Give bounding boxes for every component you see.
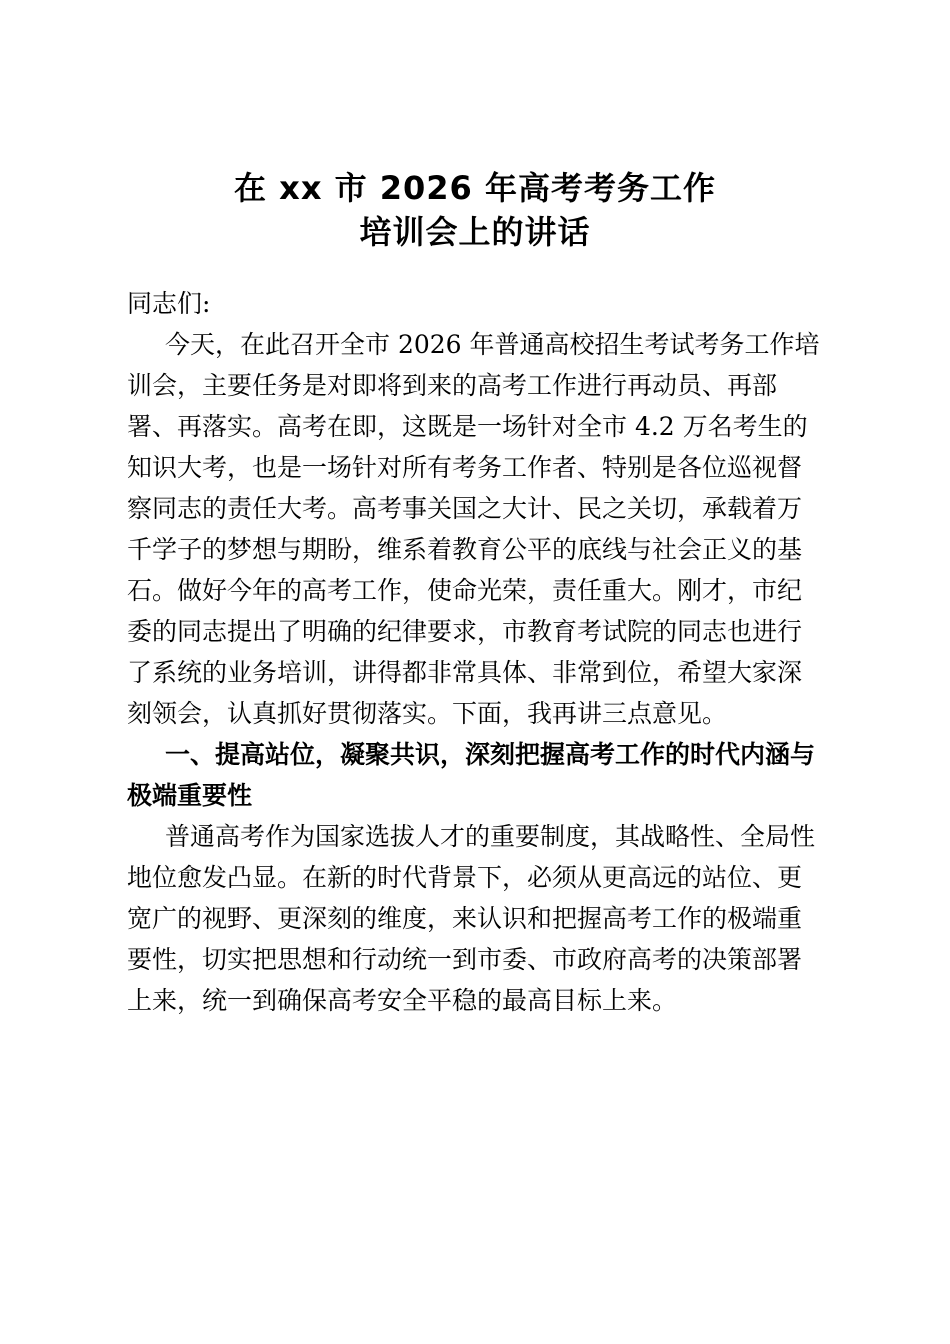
salutation: 同志们: [127,289,211,318]
paragraph-line: 察同志的责任大考。高考事关国之大计、民之关切，承载着万 [127,494,803,523]
paragraph-line: 宽广的视野、更深刻的维度，来认识和把握高考工作的极端重 [127,904,803,933]
document-title [0,166,950,254]
paragraph-line: 普通高考作为国家选拔人才的重要制度，其战略性、全局性 [165,822,816,851]
paragraph-line: 今天，在此召开全市 2026 年普通高校招生考试考务工作培 [165,330,820,359]
heading-line: 极端重要性 [127,781,253,810]
paragraph-line: 了系统的业务培训，讲得都非常具体、非常到位，希望大家深 [127,658,803,687]
section-heading-1 [127,734,831,816]
paragraph-line: 石。做好今年的高考工作，使命光荣，责任重大。刚才，市纪 [127,576,803,605]
paragraph-line: 千学子的梦想与期盼，维系着教育公平的底线与社会正义的基 [127,535,803,564]
paragraph-line: 知识大考，也是一场针对所有考务工作者、特别是各位巡视督 [127,453,803,482]
title-line-1: 在 xx 市 2026 年高考考务工作 [234,169,716,207]
paragraph-2 [127,816,831,1021]
heading-line: 一、提高站位，凝聚共识，深刻把握高考工作的时代内涵与 [165,740,816,769]
paragraph-line: 委的同志提出了明确的纪律要求，市教育考试院的同志也进行 [127,617,803,646]
paragraph-line: 上来，统一到确保高考安全平稳的最高目标上来。 [127,986,678,1015]
title-line-2: 培训会上的讲话 [359,213,591,251]
paragraph-line: 地位愈发凸显。在新的时代背景下，必须从更高远的站位、更 [127,863,803,892]
paragraph-line: 训会，主要任务是对即将到来的高考工作进行再动员、再部 [127,371,778,400]
paragraph-1 [127,324,831,734]
paragraph-line: 署、再落实。高考在即，这既是一场针对全市 4.2 万名考生的 [127,412,808,441]
paragraph-line: 刻领会，认真抓好贯彻落实。下面，我再讲三点意见。 [127,699,728,728]
document-body [127,283,831,1021]
paragraph-line: 要性，切实把思想和行动统一到市委、市政府高考的决策部署 [127,945,803,974]
